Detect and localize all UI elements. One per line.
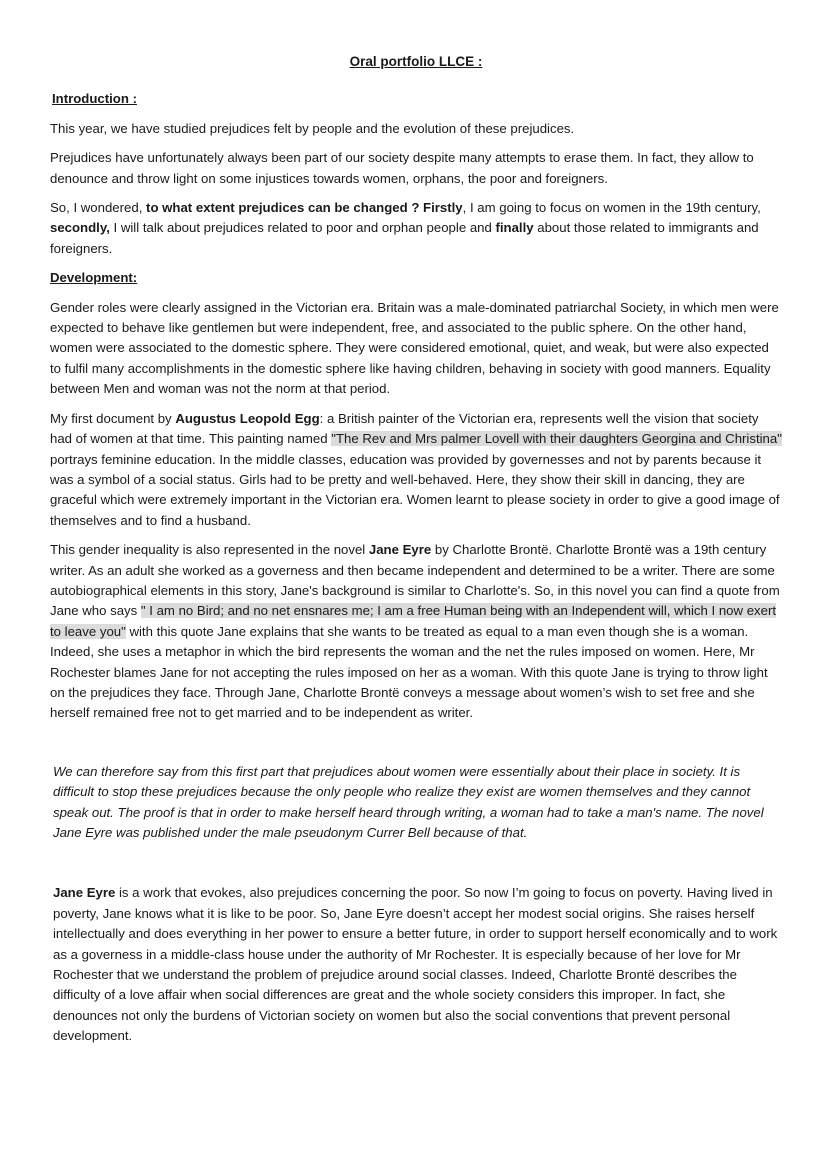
- page-title: Oral portfolio LLCE :: [349, 54, 483, 69]
- development-paragraph-1: Gender roles were clearly assigned in the Victorian era. Britain was a male-dominated patriarchal Society, in which men were expected to behave like gentlemen but were independent, free, and associated to the public sphere. On the other hand, women were associated to the domestic sphere. They were considered emotional, quiet, and weak, but were also expected to fulfil many accomplishments in the domestic sphere like having children, behaving in society with good manners. Equality between Men and woman was not the norm at that period.: [50, 299, 779, 397]
- text-run: , I am going to focus on women in the 19th century,: [462, 200, 761, 216]
- quote-highlight: " I am no Bird; and no net ensnares me; I am a free Human being with an Independent will, which I now exert to leave you": [50, 603, 777, 639]
- novel-title: Jane Eyre: [368, 542, 432, 558]
- text-run: : a British painter of the Victorian era, represents well the vision that society had of women at that time. This painting named: [50, 410, 759, 447]
- intro-paragraph-1: This year, we have studied prejudices felt by people and the evolution of these prejudices.: [50, 120, 575, 136]
- secondly-keyword: secondly,: [50, 220, 110, 236]
- conclusion-paragraph: We can therefore say from this first part that prejudices about women were essentially about their place in society. It is difficult to stop these prejudices because the only people who realize they exist are women themselves and they cannot speak out. The proof is that in order to make herself heard through writing, a woman had to take a man's name. The novel Jane Eyre was published under the male pseudonym Currer Bell because of that.: [53, 763, 764, 840]
- text-run: portrays feminine education. In the middle classes, education was provided by governesses and not by parents because it was a symbol of a social status. Girls had to be pretty and well-behaved. Here, they show their skill in dancing, they are graceful which were extremely important in the Victorian era. Women learnt to please society in order to give a good image of themselves and to find a husband.: [50, 451, 780, 528]
- text-run: So, I wondered,: [50, 200, 147, 216]
- development-paragraph-5: [50, 883, 782, 1046]
- text-run: This gender inequality is also represented in the novel: [50, 542, 369, 558]
- text-run: about those related to immigrants and foreigners.: [50, 220, 759, 256]
- finally-keyword: finally: [495, 220, 534, 236]
- novel-title: Jane Eyre: [53, 885, 116, 901]
- development-paragraph-2: [50, 409, 782, 531]
- text-run: with this quote Jane explains that she wants to be treated as equal to a man even though she is a woman. Indeed, she uses a metaphor in which the bird represents the woman and the net the rules imposed on women. Here, Mr Rochester blames Jane for not accepting the rules imposed on her as a woman. With this quote Jane is trying to throw light on the prejudices they face. Through Jane, Charlotte Brontë conveys a message about women’s wish to set free and she herself remained free not to get married and to be independent as writer.: [50, 623, 768, 721]
- text-run: by Charlotte Brontë. Charlotte Brontë was a 19th century writer. As an adult she worked as a governess and then became independent and determined to be a writer. There are some autobiographical elements in this story, Jane's background is similar to Charlotte's. So, in this novel you can find a quote from Jane who says: [50, 542, 780, 619]
- development-heading: Development:: [50, 270, 138, 286]
- intro-paragraph-3: [50, 198, 782, 259]
- introduction-heading: Introduction :: [52, 91, 137, 107]
- text-run: My first document by: [50, 410, 176, 426]
- intro-paragraph-2: Prejudices have unfortunately always been part of our society despite many attempts to erase them. In fact, they allow to denounce and throw light on some injustices towards women, orphans, the poor and foreigners.: [50, 150, 754, 186]
- painter-name: Augustus Leopold Egg: [175, 410, 320, 426]
- problematic-question: to what extent prejudices can be changed ? Firstly: [146, 200, 463, 216]
- text-run: I will talk about prejudices related to poor and orphan people and: [109, 220, 496, 236]
- text-run: is a work that evokes, also prejudices concerning the poor. So now I’m going to focus on poverty. Having lived in poverty, Jane knows what it is like to be poor. So, Jane Eyre doesn’t accept her modest social origins. She raises herself intellectually and does everything in her power to ensure a better future, in order to support herself economically and to work as a governess in a middle-class house under the authority of Mr Rochester. It is especially because of her love for Mr Rochester that we understand the problem of prejudice around social classes. Indeed, Charlotte Brontë describes the difficulty of a love affair when social differences are great and the whole society considers this improper. In fact, she denounces not only the burdens of Victorian society on women but also the social conventions that prevent personal development.: [53, 885, 778, 1044]
- development-paragraph-3: [50, 540, 782, 724]
- painting-title-highlight: "The Rev and Mrs palmer Lovell with their daughters Georgina and Christina": [331, 431, 782, 447]
